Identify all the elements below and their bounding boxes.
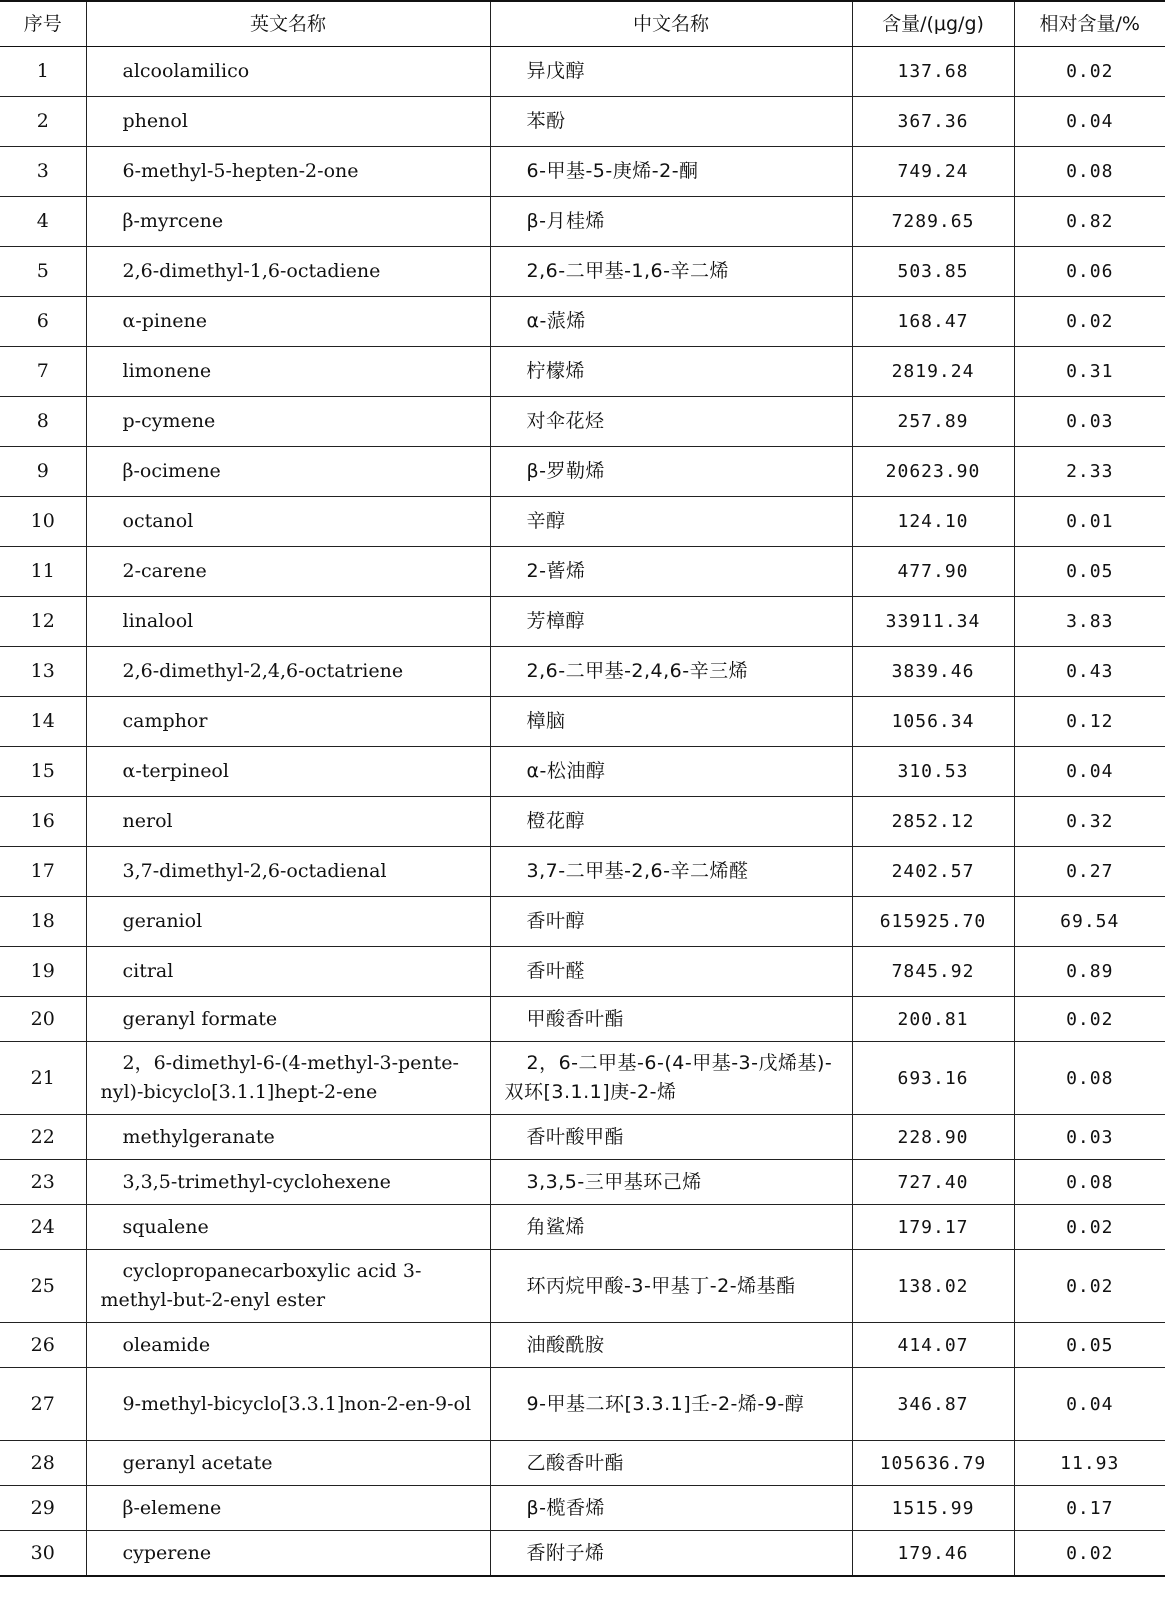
cell-index: 20 xyxy=(0,997,86,1042)
cell-relative-content: 0.43 xyxy=(1014,647,1165,697)
cell-index: 14 xyxy=(0,697,86,747)
cell-index: 29 xyxy=(0,1486,86,1531)
cell-content: 20623.90 xyxy=(852,447,1014,497)
cell-relative-content: 0.06 xyxy=(1014,247,1165,297)
cell-english-name: geranyl acetate xyxy=(86,1441,490,1486)
cell-relative-content: 69.54 xyxy=(1014,897,1165,947)
table-row xyxy=(0,1042,1165,1115)
cell-relative-content: 0.31 xyxy=(1014,347,1165,397)
cell-chinese-name: 香附子烯 xyxy=(490,1531,852,1577)
cell-content: 2402.57 xyxy=(852,847,1014,897)
table-row xyxy=(0,1160,1165,1205)
cell-content: 367.36 xyxy=(852,97,1014,147)
cell-english-name: β-ocimene xyxy=(86,447,490,497)
cell-index: 24 xyxy=(0,1205,86,1250)
cell-index: 18 xyxy=(0,897,86,947)
cell-relative-content: 11.93 xyxy=(1014,1441,1165,1486)
cell-english-name: alcoolamilico xyxy=(86,47,490,97)
cell-english-name: 6-methyl-5-hepten-2-one xyxy=(86,147,490,197)
cell-content: 200.81 xyxy=(852,997,1014,1042)
table-row xyxy=(0,147,1165,197)
cell-index: 21 xyxy=(0,1042,86,1115)
cell-relative-content: 0.01 xyxy=(1014,497,1165,547)
cell-chinese-name: 2,6-二甲基-2,4,6-辛三烯 xyxy=(490,647,852,697)
cell-relative-content: 0.32 xyxy=(1014,797,1165,847)
cell-index: 9 xyxy=(0,447,86,497)
cell-chinese-name: β-月桂烯 xyxy=(490,197,852,247)
cell-index: 16 xyxy=(0,797,86,847)
table-row xyxy=(0,647,1165,697)
cell-relative-content: 0.05 xyxy=(1014,547,1165,597)
cell-index: 5 xyxy=(0,247,86,297)
cell-content: 346.87 xyxy=(852,1368,1014,1441)
cell-relative-content: 0.02 xyxy=(1014,1205,1165,1250)
header-chinese-name: 中文名称 xyxy=(490,1,852,47)
table-row xyxy=(0,697,1165,747)
cell-chinese-name: β-罗勒烯 xyxy=(490,447,852,497)
cell-chinese-name: 樟脑 xyxy=(490,697,852,747)
cell-english-name: 2,6-dimethyl-1,6-octadiene xyxy=(86,247,490,297)
cell-content: 310.53 xyxy=(852,747,1014,797)
table-row xyxy=(0,497,1165,547)
cell-content: 228.90 xyxy=(852,1115,1014,1160)
cell-index: 17 xyxy=(0,847,86,897)
cell-english-name: squalene xyxy=(86,1205,490,1250)
header-relative-content: 相对含量/% xyxy=(1014,1,1165,47)
cell-chinese-name: 油酸酰胺 xyxy=(490,1323,852,1368)
cell-english-name: cyclopropanecarboxylic acid 3-methyl-but-2-enyl ester xyxy=(86,1250,490,1323)
cell-index: 7 xyxy=(0,347,86,397)
cell-index: 10 xyxy=(0,497,86,547)
cell-relative-content: 0.12 xyxy=(1014,697,1165,747)
cell-index: 12 xyxy=(0,597,86,647)
table-row xyxy=(0,597,1165,647)
cell-chinese-name: 芳樟醇 xyxy=(490,597,852,647)
cell-relative-content: 0.03 xyxy=(1014,1115,1165,1160)
cell-content: 1056.34 xyxy=(852,697,1014,747)
cell-chinese-name: 辛醇 xyxy=(490,497,852,547)
cell-relative-content: 0.08 xyxy=(1014,1042,1165,1115)
cell-english-name: camphor xyxy=(86,697,490,747)
table-row xyxy=(0,1368,1165,1441)
cell-chinese-name: 2-蒈烯 xyxy=(490,547,852,597)
cell-chinese-name: 3,7-二甲基-2,6-辛二烯醛 xyxy=(490,847,852,897)
cell-chinese-name: β-榄香烯 xyxy=(490,1486,852,1531)
cell-english-name: α-pinene xyxy=(86,297,490,347)
cell-chinese-name: 香叶酸甲酯 xyxy=(490,1115,852,1160)
cell-content: 124.10 xyxy=(852,497,1014,547)
cell-content: 105636.79 xyxy=(852,1441,1014,1486)
cell-english-name: octanol xyxy=(86,497,490,547)
cell-relative-content: 0.02 xyxy=(1014,47,1165,97)
cell-content: 414.07 xyxy=(852,1323,1014,1368)
cell-english-name: cyperene xyxy=(86,1531,490,1577)
table-row xyxy=(0,997,1165,1042)
cell-english-name: oleamide xyxy=(86,1323,490,1368)
cell-chinese-name: 6-甲基-5-庚烯-2-酮 xyxy=(490,147,852,197)
cell-content: 749.24 xyxy=(852,147,1014,197)
cell-english-name: 2,6-dimethyl-2,4,6-octatriene xyxy=(86,647,490,697)
cell-chinese-name: 环丙烷甲酸-3-甲基丁-2-烯基酯 xyxy=(490,1250,852,1323)
cell-chinese-name: 香叶醛 xyxy=(490,947,852,997)
header-english-name: 英文名称 xyxy=(86,1,490,47)
table-row xyxy=(0,247,1165,297)
table-row xyxy=(0,447,1165,497)
cell-relative-content: 0.02 xyxy=(1014,1531,1165,1577)
table-row xyxy=(0,747,1165,797)
cell-english-name: β-myrcene xyxy=(86,197,490,247)
cell-relative-content: 0.89 xyxy=(1014,947,1165,997)
cell-relative-content: 0.27 xyxy=(1014,847,1165,897)
cell-relative-content: 0.08 xyxy=(1014,1160,1165,1205)
cell-content: 33911.34 xyxy=(852,597,1014,647)
cell-relative-content: 0.17 xyxy=(1014,1486,1165,1531)
cell-relative-content: 0.02 xyxy=(1014,997,1165,1042)
cell-index: 3 xyxy=(0,147,86,197)
cell-content: 257.89 xyxy=(852,397,1014,447)
cell-index: 4 xyxy=(0,197,86,247)
cell-index: 6 xyxy=(0,297,86,347)
cell-english-name: geranyl formate xyxy=(86,997,490,1042)
table-row xyxy=(0,97,1165,147)
cell-english-name: methylgeranate xyxy=(86,1115,490,1160)
cell-relative-content: 0.04 xyxy=(1014,1368,1165,1441)
cell-chinese-name: 2，6-二甲基-6-(4-甲基-3-戊烯基)-双环[3.1.1]庚-2-烯 xyxy=(490,1042,852,1115)
table-row xyxy=(0,1441,1165,1486)
cell-content: 477.90 xyxy=(852,547,1014,597)
cell-content: 2852.12 xyxy=(852,797,1014,847)
cell-index: 15 xyxy=(0,747,86,797)
table-row xyxy=(0,1115,1165,1160)
table-row xyxy=(0,1323,1165,1368)
cell-english-name: α-terpineol xyxy=(86,747,490,797)
cell-english-name: 2，6-dimethyl-6-(4-methyl-3-pente-nyl)-bicyclo[3.1.1]hept-2-ene xyxy=(86,1042,490,1115)
cell-relative-content: 0.08 xyxy=(1014,147,1165,197)
cell-relative-content: 0.04 xyxy=(1014,747,1165,797)
cell-index: 8 xyxy=(0,397,86,447)
cell-chinese-name: 3,3,5-三甲基环己烯 xyxy=(490,1160,852,1205)
cell-chinese-name: α-松油醇 xyxy=(490,747,852,797)
cell-english-name: limonene xyxy=(86,347,490,397)
cell-chinese-name: 2,6-二甲基-1,6-辛二烯 xyxy=(490,247,852,297)
cell-chinese-name: α-蒎烯 xyxy=(490,297,852,347)
table-row xyxy=(0,1531,1165,1577)
cell-chinese-name: 香叶醇 xyxy=(490,897,852,947)
cell-content: 3839.46 xyxy=(852,647,1014,697)
header-row xyxy=(0,1,1165,47)
cell-index: 28 xyxy=(0,1441,86,1486)
cell-relative-content: 0.02 xyxy=(1014,297,1165,347)
cell-index: 22 xyxy=(0,1115,86,1160)
cell-english-name: 9-methyl-bicyclo[3.3.1]non-2-en-9-ol xyxy=(86,1368,490,1441)
cell-chinese-name: 对伞花烃 xyxy=(490,397,852,447)
cell-content: 727.40 xyxy=(852,1160,1014,1205)
cell-chinese-name: 甲酸香叶酯 xyxy=(490,997,852,1042)
cell-index: 30 xyxy=(0,1531,86,1577)
cell-english-name: β-elemene xyxy=(86,1486,490,1531)
cell-index: 26 xyxy=(0,1323,86,1368)
cell-index: 2 xyxy=(0,97,86,147)
cell-chinese-name: 橙花醇 xyxy=(490,797,852,847)
cell-chinese-name: 角鲨烯 xyxy=(490,1205,852,1250)
cell-relative-content: 2.33 xyxy=(1014,447,1165,497)
cell-content: 7289.65 xyxy=(852,197,1014,247)
cell-index: 19 xyxy=(0,947,86,997)
cell-relative-content: 0.02 xyxy=(1014,1250,1165,1323)
cell-content: 179.46 xyxy=(852,1531,1014,1577)
cell-english-name: geraniol xyxy=(86,897,490,947)
cell-content: 2819.24 xyxy=(852,347,1014,397)
cell-english-name: 3,7-dimethyl-2,6-octadienal xyxy=(86,847,490,897)
cell-content: 137.68 xyxy=(852,47,1014,97)
cell-content: 615925.70 xyxy=(852,897,1014,947)
header-content: 含量/(μg/g) xyxy=(852,1,1014,47)
cell-chinese-name: 苯酚 xyxy=(490,97,852,147)
cell-english-name: citral xyxy=(86,947,490,997)
table-row xyxy=(0,47,1165,97)
cell-english-name: 2-carene xyxy=(86,547,490,597)
cell-content: 7845.92 xyxy=(852,947,1014,997)
cell-relative-content: 0.05 xyxy=(1014,1323,1165,1368)
cell-index: 1 xyxy=(0,47,86,97)
table-row xyxy=(0,1250,1165,1323)
table-row xyxy=(0,1205,1165,1250)
cell-content: 503.85 xyxy=(852,247,1014,297)
cell-relative-content: 0.04 xyxy=(1014,97,1165,147)
table-row xyxy=(0,947,1165,997)
table-row xyxy=(0,297,1165,347)
cell-english-name: 3,3,5-trimethyl-cyclohexene xyxy=(86,1160,490,1205)
cell-relative-content: 0.82 xyxy=(1014,197,1165,247)
cell-index: 25 xyxy=(0,1250,86,1323)
cell-index: 23 xyxy=(0,1160,86,1205)
cell-english-name: linalool xyxy=(86,597,490,647)
cell-english-name: nerol xyxy=(86,797,490,847)
cell-chinese-name: 乙酸香叶酯 xyxy=(490,1441,852,1486)
cell-content: 138.02 xyxy=(852,1250,1014,1323)
cell-relative-content: 0.03 xyxy=(1014,397,1165,447)
table-row xyxy=(0,847,1165,897)
table-row xyxy=(0,897,1165,947)
table-row xyxy=(0,547,1165,597)
cell-content: 179.17 xyxy=(852,1205,1014,1250)
cell-content: 693.16 xyxy=(852,1042,1014,1115)
cell-english-name: p-cymene xyxy=(86,397,490,447)
table-row xyxy=(0,397,1165,447)
cell-chinese-name: 9-甲基二环[3.3.1]壬-2-烯-9-醇 xyxy=(490,1368,852,1441)
table-row xyxy=(0,347,1165,397)
cell-content: 1515.99 xyxy=(852,1486,1014,1531)
table-body xyxy=(0,47,1165,1577)
cell-relative-content: 3.83 xyxy=(1014,597,1165,647)
table-row xyxy=(0,197,1165,247)
table-row xyxy=(0,797,1165,847)
table-row xyxy=(0,1486,1165,1531)
cell-english-name: phenol xyxy=(86,97,490,147)
cell-index: 27 xyxy=(0,1368,86,1441)
cell-index: 13 xyxy=(0,647,86,697)
cell-chinese-name: 柠檬烯 xyxy=(490,347,852,397)
cell-content: 168.47 xyxy=(852,297,1014,347)
cell-index: 11 xyxy=(0,547,86,597)
header-index: 序号 xyxy=(0,1,86,47)
cell-chinese-name: 异戊醇 xyxy=(490,47,852,97)
